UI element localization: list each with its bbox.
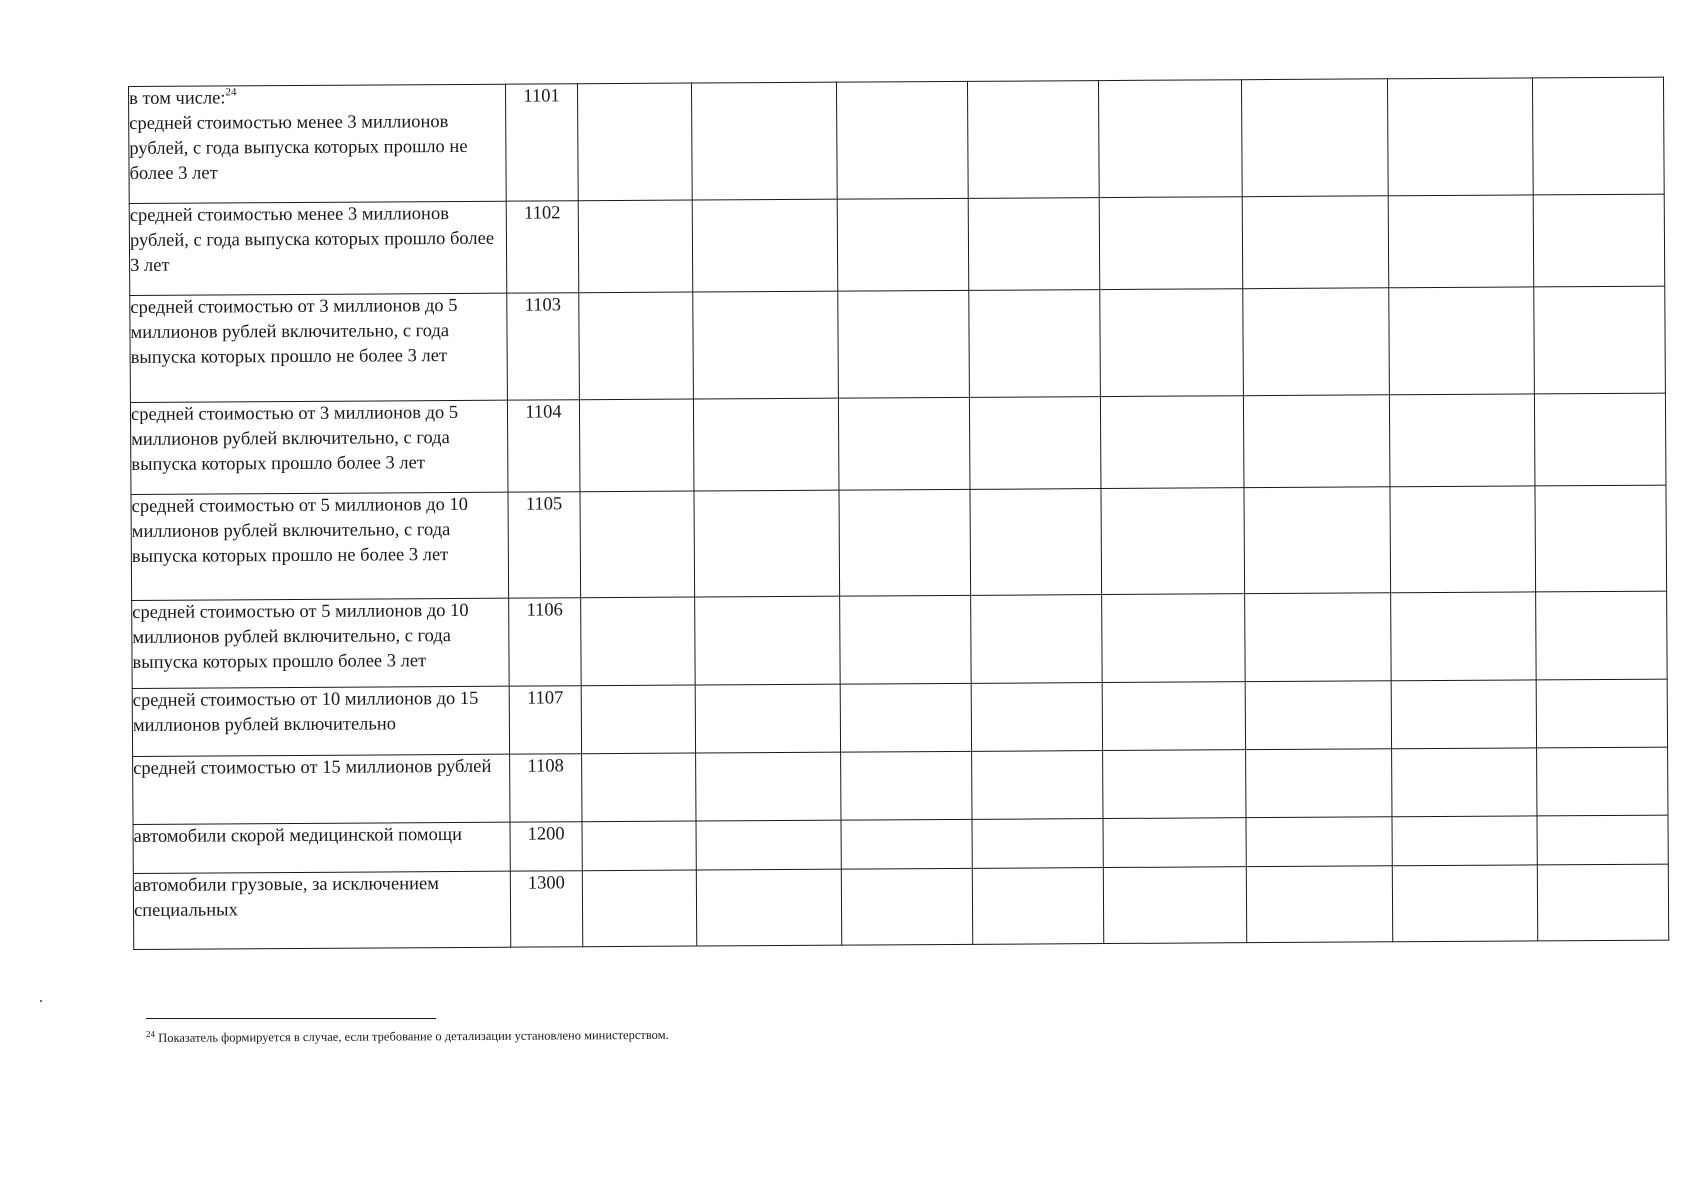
row-code: 1107: [509, 686, 581, 754]
value-cell[interactable]: [1099, 197, 1243, 290]
row-code: 1105: [508, 492, 581, 598]
row-code: 1200: [510, 822, 582, 871]
value-cell[interactable]: [581, 597, 696, 686]
table-row: [129, 194, 1665, 295]
value-cell[interactable]: [841, 751, 972, 820]
footnote: [146, 1027, 669, 1046]
table-row: [130, 286, 1666, 402]
value-cell[interactable]: [1246, 817, 1392, 867]
value-cell[interactable]: [840, 595, 972, 684]
value-cell[interactable]: [1245, 593, 1392, 682]
footnote-marker: 24: [145, 1028, 156, 1039]
value-cell[interactable]: [695, 596, 841, 685]
value-cell[interactable]: [696, 752, 841, 821]
table-row: [132, 591, 1668, 688]
value-cell[interactable]: [1391, 680, 1536, 749]
table-row: [133, 747, 1668, 824]
row-code: 1101: [505, 84, 578, 201]
value-cell[interactable]: [1390, 486, 1536, 593]
value-cell[interactable]: [582, 870, 696, 947]
value-cell[interactable]: [1243, 288, 1390, 396]
table-container: [128, 77, 1668, 950]
row-description: средней стоимостью от 3 миллионов до 5 миллионов рублей включительно, с года выпуска которых прошло не более 3 лет: [130, 293, 508, 402]
value-cell[interactable]: [1246, 749, 1392, 818]
value-cell[interactable]: [579, 399, 694, 492]
value-cell[interactable]: [579, 292, 694, 400]
value-cell[interactable]: [694, 490, 840, 597]
footnote-ref[interactable]: 24: [225, 86, 237, 99]
value-cell[interactable]: [582, 753, 696, 822]
row-description: автомобили грузовые, за исключением специальных: [133, 871, 510, 949]
row-code: 1300: [510, 871, 582, 947]
value-cell[interactable]: [1102, 682, 1245, 751]
row-description: средней стоимостью менее 3 миллионов рублей, с года выпуска которых прошло более 3 лет: [129, 201, 507, 295]
row-description: средней стоимостью от 10 миллионов до 15 миллионов рублей включительно: [132, 686, 509, 756]
row-description: в том числе:$^{24}$ средней стоимостью менее 3 миллионов рублей, с года выпуска которых прошло не более 3 лет: [129, 84, 507, 203]
table-row: [131, 485, 1667, 600]
value-cell[interactable]: [971, 683, 1102, 752]
value-cell[interactable]: [1392, 816, 1537, 866]
value-cell[interactable]: [1536, 679, 1667, 748]
value-cell[interactable]: [970, 489, 1102, 596]
value-cell[interactable]: [1243, 395, 1390, 488]
value-cell[interactable]: [1536, 591, 1668, 680]
value-cell[interactable]: [1389, 394, 1535, 487]
value-cell[interactable]: [841, 819, 972, 869]
row-description: средней стоимостью от 3 миллионов до 5 миллионов рублей включительно, с года выпуска которых прошло более 3 лет: [130, 400, 508, 494]
value-cell[interactable]: [1532, 77, 1664, 195]
value-cell[interactable]: [971, 595, 1103, 684]
value-cell[interactable]: [1537, 815, 1668, 865]
row-code: 1102: [506, 201, 579, 293]
row-description: средней стоимостью от 5 миллионов до 10 миллионов рублей включительно, с года выпуска которых прошло более 3 лет: [132, 598, 510, 688]
value-cell[interactable]: [841, 868, 972, 945]
value-cell[interactable]: [1246, 866, 1392, 943]
value-cell[interactable]: [969, 290, 1101, 398]
value-cell[interactable]: [1537, 864, 1668, 941]
value-cell[interactable]: [838, 397, 970, 490]
value-cell[interactable]: [693, 291, 839, 399]
value-cell[interactable]: [1391, 592, 1537, 681]
value-cell[interactable]: [1392, 865, 1537, 942]
value-cell[interactable]: [1100, 396, 1244, 489]
table-row: [130, 393, 1666, 494]
value-cell[interactable]: [1242, 196, 1389, 289]
value-cell[interactable]: [581, 685, 695, 754]
value-cell[interactable]: [695, 684, 840, 753]
value-cell[interactable]: [1100, 289, 1244, 397]
row-description: средней стоимостью от 15 миллионов рублей: [133, 754, 510, 824]
value-cell[interactable]: [1241, 79, 1388, 197]
value-cell[interactable]: [1392, 748, 1537, 817]
value-cell[interactable]: [580, 491, 695, 598]
row-description: автомобили скорой медицинской помощи: [133, 822, 510, 873]
value-cell[interactable]: [1102, 594, 1246, 683]
value-cell[interactable]: [969, 397, 1101, 490]
value-cell[interactable]: [1245, 681, 1391, 750]
value-cell[interactable]: [1535, 485, 1667, 592]
value-cell[interactable]: [1103, 818, 1246, 868]
value-cell[interactable]: [1388, 195, 1534, 288]
value-cell[interactable]: [972, 819, 1103, 869]
scan-speck: [40, 1000, 42, 1002]
value-cell[interactable]: [967, 81, 1099, 199]
row-code: 1108: [510, 754, 582, 822]
value-cell[interactable]: [1387, 78, 1533, 196]
value-cell[interactable]: [839, 489, 971, 596]
value-cell[interactable]: [1101, 488, 1245, 595]
table-row: [133, 864, 1668, 949]
value-cell[interactable]: [836, 81, 968, 199]
value-cell[interactable]: [696, 869, 841, 946]
row-code: 1106: [509, 598, 582, 686]
value-cell[interactable]: [1537, 747, 1668, 816]
value-cell[interactable]: [840, 683, 971, 752]
value-cell[interactable]: [1098, 80, 1242, 198]
value-cell[interactable]: [968, 198, 1100, 291]
value-cell[interactable]: [838, 290, 970, 398]
table-row: [129, 77, 1665, 203]
value-cell[interactable]: [837, 198, 969, 291]
value-cell[interactable]: [696, 820, 841, 870]
value-cell[interactable]: [692, 199, 838, 292]
value-cell[interactable]: [1103, 867, 1246, 944]
value-cell[interactable]: [693, 398, 839, 491]
vehicle-indicators-table: [128, 77, 1669, 950]
footnote-text: Показатель формируется в случае, если требование о детализации установлено министерством.: [158, 1027, 669, 1045]
table-row: [132, 679, 1667, 756]
value-cell[interactable]: [582, 821, 696, 871]
value-cell[interactable]: [1389, 287, 1535, 395]
row-code: 1104: [507, 400, 580, 492]
row-code: 1103: [507, 293, 580, 400]
value-cell[interactable]: [1533, 194, 1665, 287]
footnote-divider: [146, 1018, 436, 1019]
value-cell[interactable]: [577, 83, 692, 201]
value-cell[interactable]: [972, 751, 1103, 820]
value-cell[interactable]: [1534, 286, 1666, 394]
value-cell[interactable]: [578, 200, 693, 293]
value-cell[interactable]: [972, 868, 1103, 945]
value-cell[interactable]: [1534, 393, 1666, 486]
value-cell[interactable]: [1103, 750, 1246, 819]
value-cell[interactable]: [1244, 487, 1391, 594]
row-description: средней стоимостью от 5 миллионов до 10 миллионов рублей включительно, с года выпуска которых прошло не более 3 лет: [131, 492, 509, 600]
value-cell[interactable]: [691, 82, 837, 200]
